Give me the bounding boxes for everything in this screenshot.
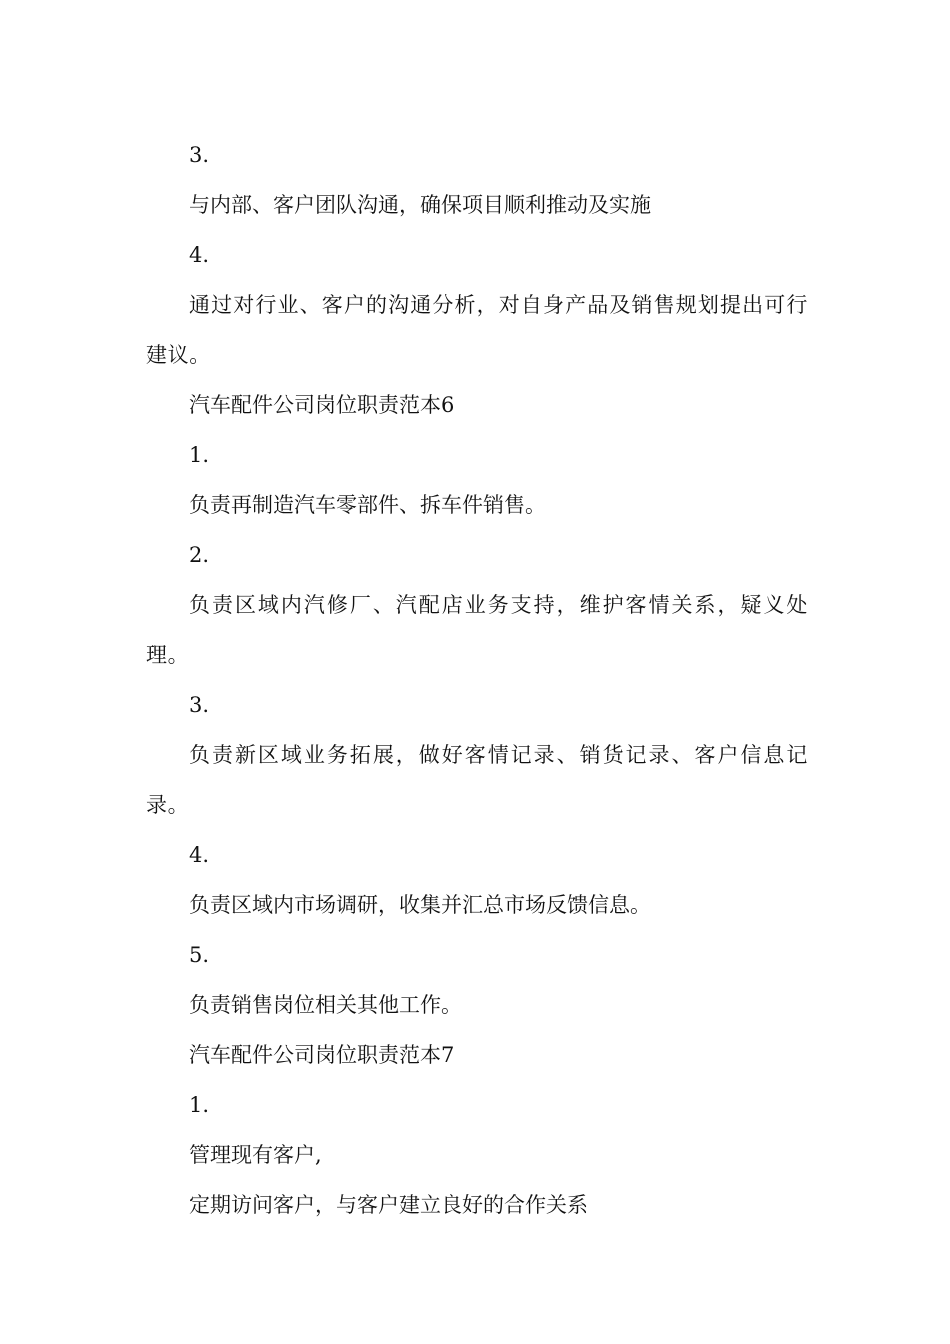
body-paragraph: 负责区域内市场调研，收集并汇总市场反馈信息。 bbox=[189, 893, 651, 917]
document-body bbox=[146, 130, 808, 1230]
body-paragraph: 通过对行业、客户的沟通分析，对自身产品及销售规划提出可行建议。 bbox=[146, 293, 808, 367]
body-paragraph: 定期访问客户，与客户建立良好的合作关系 bbox=[189, 1193, 588, 1217]
list-number: 4. bbox=[189, 243, 210, 267]
section-heading: 汽车配件公司岗位职责范本7 bbox=[189, 1043, 455, 1067]
list-number: 2. bbox=[189, 543, 210, 567]
body-paragraph: 与内部、客户团队沟通，确保项目顺利推动及实施 bbox=[189, 193, 651, 217]
list-number: 1. bbox=[189, 1093, 210, 1117]
body-paragraph: 负责区域内汽修厂、汽配店业务支持，维护客情关系，疑义处理。 bbox=[146, 593, 808, 667]
list-number: 1. bbox=[189, 443, 210, 467]
list-number: 3. bbox=[189, 693, 210, 717]
list-number: 4. bbox=[189, 843, 210, 867]
body-paragraph: 负责销售岗位相关其他工作。 bbox=[189, 993, 462, 1017]
body-paragraph: 负责新区域业务拓展，做好客情记录、销货记录、客户信息记录。 bbox=[146, 743, 808, 817]
body-paragraph: 管理现有客户, bbox=[189, 1143, 322, 1167]
body-paragraph: 负责再制造汽车零部件、拆车件销售。 bbox=[189, 493, 546, 517]
list-number: 5. bbox=[189, 943, 210, 967]
section-heading: 汽车配件公司岗位职责范本6 bbox=[189, 393, 455, 417]
list-number: 3. bbox=[189, 143, 210, 167]
